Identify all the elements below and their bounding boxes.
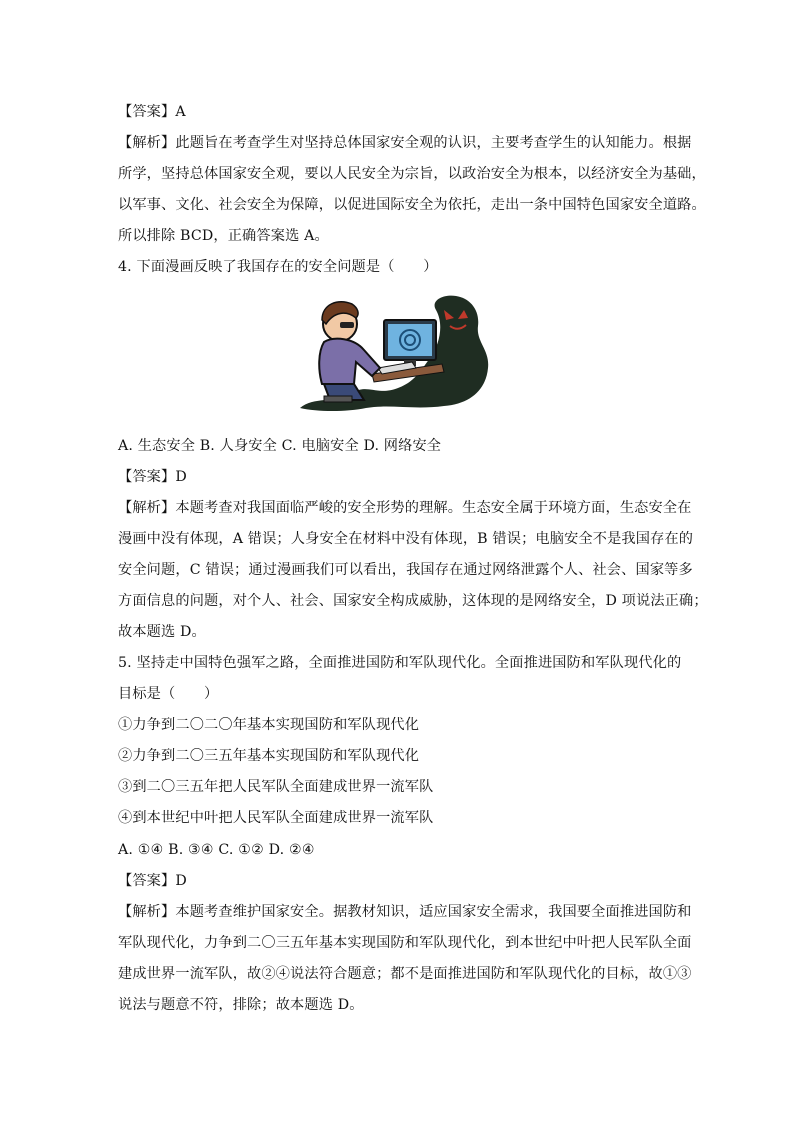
answer-value: D (175, 873, 187, 889)
answer-value: A (175, 104, 186, 120)
answer-value: D (175, 469, 187, 485)
q3-analysis-line: 以军事、文化、社会安全为保障，以促进国际安全为依托，走出一条中国特色国家安全道路。 (118, 197, 706, 213)
analysis-text: 此题旨在考查学生对坚持总体国家安全观的认识，主要考查学生的认知能力。根据 (175, 135, 692, 151)
q5-analysis-line: 说法与题意不符，排除；故本题选 D。 (118, 997, 364, 1013)
q3-analysis-line: 所学，坚持总体国家安全观，要以人民安全为宗旨，以政治安全为根本，以经济安全为基础， (118, 166, 706, 182)
q3-analysis-line: 所以排除 BCD，正确答案选 A。 (118, 228, 329, 244)
q4-analysis-line: 方面信息的问题，对个人、社会、国家安全构成威胁，这体现的是网络安全，D 项说法正确； (118, 593, 708, 609)
q5-analysis-line: 建成世界一流军队，故②④说法符合题意；都不是面推进国防和军队现代化的目标，故①③ (118, 966, 692, 982)
answer-tag: 【答案】 (118, 104, 176, 120)
q5-item: ②力争到二〇三五年基本实现国防和军队现代化 (118, 748, 420, 764)
q4-analysis-line: 故本题选 D。 (118, 624, 206, 640)
answer-tag: 【答案】 (118, 469, 176, 485)
q5-item: ③到二〇三五年把人民军队全面建成世界一流军队 (118, 779, 434, 795)
q5-answer (118, 871, 187, 891)
q5-stem: 5. 坚持走中国特色强军之路，全面推进国防和军队现代化。全面推进国防和军队现代化的 (118, 655, 682, 671)
q5-stem: 目标是（ ） (118, 686, 219, 702)
q4-options: A. 生态安全 B. 人身安全 C. 电脑安全 D. 网络安全 (118, 438, 442, 454)
q4-answer (118, 467, 187, 487)
q5-options: A. ①④ B. ③④ C. ①② D. ②④ (118, 842, 315, 858)
analysis-tag: 【解析】 (118, 500, 176, 516)
q3-analysis-line (118, 133, 692, 153)
analysis-tag: 【解析】 (118, 135, 176, 151)
cyber-threat-cartoon (294, 292, 494, 414)
q3-answer (118, 102, 186, 122)
q4-stem: 4. 下面漫画反映了我国存在的安全问题是（ ） (118, 259, 438, 275)
analysis-tag: 【解析】 (118, 904, 176, 920)
q4-analysis-line: 漫画中没有体现，A 错误；人身安全在材料中没有体现，B 错误；电脑安全不是我国存在的 (118, 531, 694, 547)
answer-tag: 【答案】 (118, 873, 176, 889)
q5-analysis-line (118, 902, 692, 922)
q5-item: ④到本世纪中叶把人民军队全面建成世界一流军队 (118, 810, 434, 826)
q5-item: ①力争到二〇二〇年基本实现国防和军队现代化 (118, 717, 420, 733)
analysis-text: 本题考查对我国面临严峻的安全形势的理解。生态安全属于环境方面，生态安全在 (175, 500, 692, 516)
q4-analysis-line (118, 498, 692, 518)
analysis-text: 本题考查维护国家安全。据教材知识，适应国家安全需求，我国要全面推进国防和 (175, 904, 692, 920)
q4-analysis-line: 安全问题，C 错误；通过漫画我们可以看出，我国存在通过网络泄露个人、社会、国家等多 (118, 562, 693, 578)
q5-analysis-line: 军队现代化，力争到二〇三五年基本实现国防和军队现代化，到本世纪中叶把人民军队全面 (118, 935, 692, 951)
